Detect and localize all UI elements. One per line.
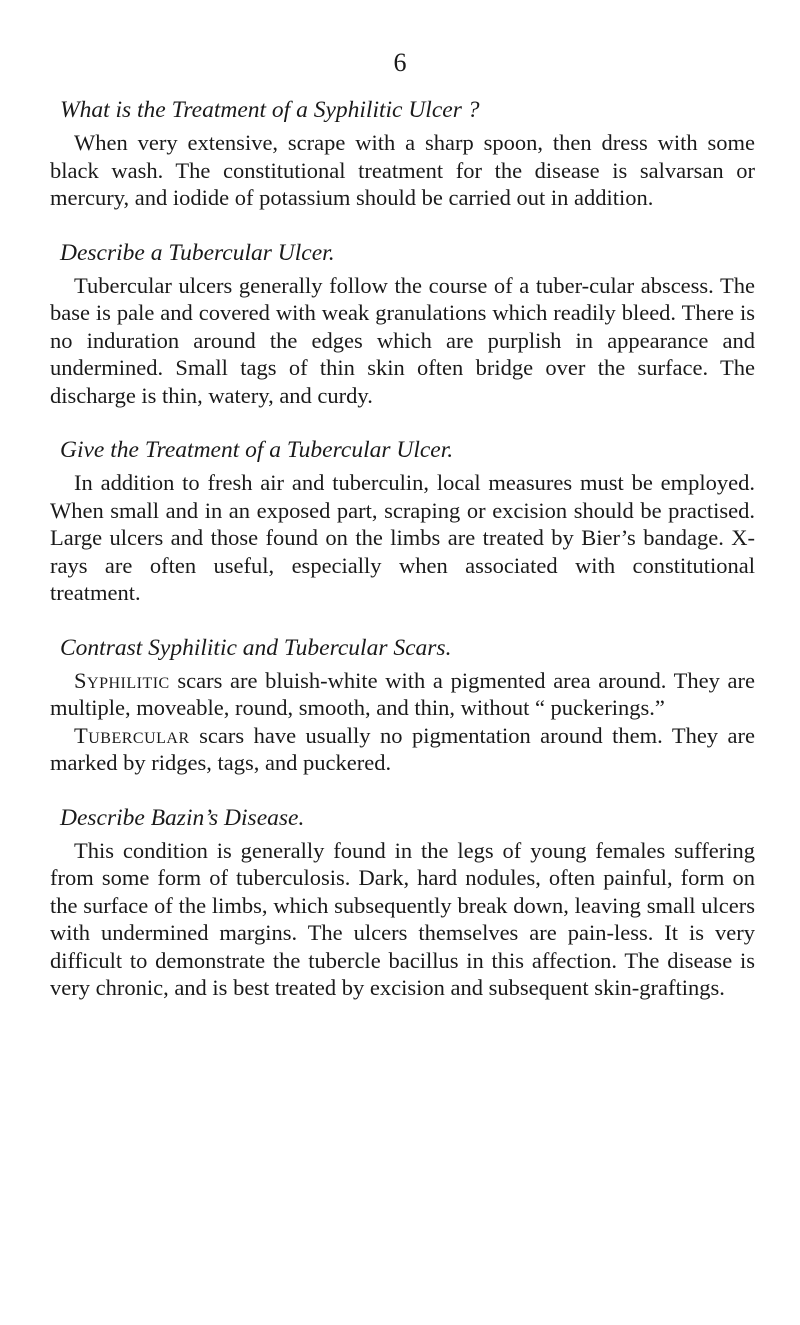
- section-paragraph: [50, 837, 755, 1002]
- section-heading: Describe a Tubercular Ulcer.: [60, 239, 335, 266]
- paragraph-text: scars have usually no pigmentation around them. They are marked by ridges, tags, and puckered.: [50, 722, 755, 775]
- section-paragraph: [50, 469, 755, 607]
- section-tubercular-ulcer-treatment: [50, 435, 755, 607]
- page-number: 6: [393, 48, 407, 77]
- paragraph-text: In addition to fresh air and tuberculin, local measures must be employed. When small and in an exposed part, scraping or excision should be practised. Large ulcers and those found on the limbs are treated by Bier’s bandage. X-rays are often useful, especially when associated with constitutional treatment.: [50, 470, 755, 605]
- section-heading: What is the Treatment of a Syphilitic Ulcer ?: [60, 97, 480, 123]
- page-content: [50, 95, 755, 1028]
- section-bazins-disease: [50, 803, 755, 1002]
- section-heading: Describe Bazin’s Disease.: [60, 804, 305, 831]
- paragraph-text: Tubercular ulcers generally follow the course of a tuber-cular abscess. The base is pale and covered with weak granulations which readily bleed. There is no induration around the edges which are purplish in appearance and undermined. Small tags of thin skin often bridge over the surface. The discharge is thin, watery, and curdy.: [50, 272, 755, 408]
- paragraph-text: scars are bluish-white with a pigmented area around. They are multiple, moveable, round, smooth, and thin, without “ puckerings.”: [50, 667, 755, 720]
- section-syphilitic-ulcer-treatment: [50, 95, 755, 212]
- section-paragraph: [50, 667, 755, 722]
- paragraph-text: When very extensive, scrape with a sharp spoon, then dress with some black wash. The constitutional treatment for the disease is salvarsan or mercury, and iodide of potassium should be carried out in addition.: [50, 130, 755, 210]
- section-heading: Contrast Syphilitic and Tubercular Scars.: [60, 634, 452, 661]
- section-scars-contrast: [50, 633, 755, 777]
- paragraph-lead: Syphilitic: [74, 667, 170, 693]
- section-heading: Give the Treatment of a Tubercular Ulcer.: [60, 437, 454, 463]
- section-paragraph: [50, 129, 755, 212]
- section-paragraph: [50, 722, 755, 777]
- section-paragraph: [50, 272, 755, 410]
- paragraph-lead: Tubercular: [74, 722, 190, 748]
- paragraph-text: This condition is generally found in the legs of young females suffering from some form of tuberculosis. Dark, hard nodules, often painful, form on the surface of the limbs, which subsequently break down, leaving small ulcers with undermined margins. The ulcers themselves are pain-less. It is very difficult to demonstrate the tubercle bacillus in this affection. The disease is very chronic, and is best treated by excision and subsequent skin-graftings.: [50, 837, 755, 1000]
- section-tubercular-ulcer-description: [50, 238, 755, 410]
